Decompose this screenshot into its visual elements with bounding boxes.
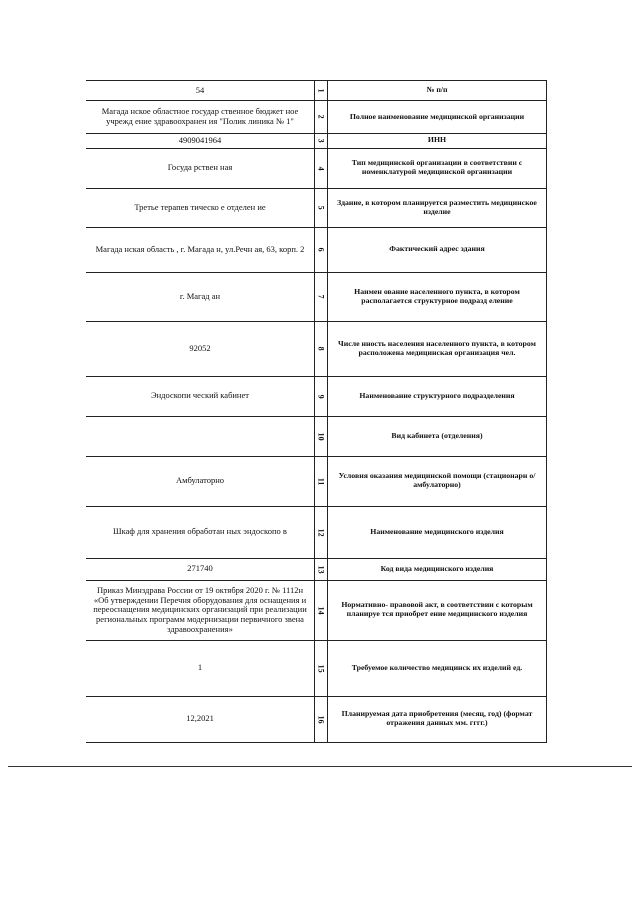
- field-value: Магада нская область , г. Магада н, ул.Речн ая, 63, корп. 2: [86, 227, 315, 272]
- row-number: 8: [315, 321, 328, 376]
- table-row: [86, 188, 547, 227]
- table-row: [86, 558, 547, 580]
- table-row: [86, 456, 547, 506]
- table-row: [86, 272, 547, 321]
- table-row: [86, 506, 547, 558]
- table-row: [86, 376, 547, 416]
- table-row: [86, 81, 547, 101]
- field-value: Амбулаторно: [86, 456, 315, 506]
- row-number: 16: [315, 696, 328, 742]
- field-label: Вид кабинета (отделения): [328, 416, 547, 456]
- field-label: Код вида медицинского изделия: [328, 558, 547, 580]
- field-label: Фактический адрес здания: [328, 227, 547, 272]
- field-value: 92052: [86, 321, 315, 376]
- field-label: Требуемое количество медицинск их изделий ед.: [328, 640, 547, 696]
- table-row: [86, 148, 547, 188]
- field-label: № п/п: [328, 81, 547, 101]
- table-row: [86, 416, 547, 456]
- row-number: 15: [315, 640, 328, 696]
- row-number: 5: [315, 188, 328, 227]
- row-number: 2: [315, 101, 328, 134]
- field-label: Наименование медицинского изделия: [328, 506, 547, 558]
- medical-equipment-form-table: [86, 80, 547, 743]
- table-row: [86, 580, 547, 640]
- field-value: 12,2021: [86, 696, 315, 742]
- row-number: 7: [315, 272, 328, 321]
- row-number: 11: [315, 456, 328, 506]
- table-row: [86, 227, 547, 272]
- field-value: 271740: [86, 558, 315, 580]
- field-value: Магада нское областное государ ственное бюджет ное учрежд ение здравоохранен ия "Полик линика № 1": [86, 101, 315, 134]
- row-number: 12: [315, 506, 328, 558]
- row-number: 10: [315, 416, 328, 456]
- field-value: Третье терапев тическо е отделен ие: [86, 188, 315, 227]
- row-number: 4: [315, 148, 328, 188]
- table-row: [86, 640, 547, 696]
- field-label: Тип медицинской организации в соответствии с номенклатурой медицинской организации: [328, 148, 547, 188]
- row-number: 6: [315, 227, 328, 272]
- field-value: 54: [86, 81, 315, 101]
- field-label: Здание, в котором планируется разместить медицинское изделие: [328, 188, 547, 227]
- field-label: Наименование структурного подразделения: [328, 376, 547, 416]
- field-value: Шкаф для хранения обработан ных эндоскопо в: [86, 506, 315, 558]
- field-label: Наимен ование населенного пункта, в котором располагается структурное подразд еление: [328, 272, 547, 321]
- field-label: Нормативно- правовой акт, в соответствии с которым планируе тся приобрет ение медицинского изделия: [328, 580, 547, 640]
- row-number: 13: [315, 558, 328, 580]
- field-value: Госуда рствен ная: [86, 148, 315, 188]
- field-value: Приказ Минздрава России от 19 октября 2020 г. № 1112н «Об утверждении Перечня оборудования для оснащения и переоснащения медицинских организаций при реализации региональных программ модернизации первичного звена здравоохранения»: [86, 580, 315, 640]
- row-number: 9: [315, 376, 328, 416]
- table-row: [86, 321, 547, 376]
- table-row: [86, 696, 547, 742]
- field-label: Планируемая дата приобретения (месяц, год) (формат отражения данных мм. гггг.): [328, 696, 547, 742]
- row-number: 1: [315, 81, 328, 101]
- field-value: 4909041964: [86, 134, 315, 149]
- page-divider-line: [8, 766, 632, 767]
- table-row: [86, 101, 547, 134]
- table-row: [86, 134, 547, 149]
- row-number: 3: [315, 134, 328, 149]
- field-label: Числе нность населения населенного пункта, в котором расположена медицинская организация чел.: [328, 321, 547, 376]
- field-label: ИНН: [328, 134, 547, 149]
- field-label: Условия оказания медицинской помощи (стационарн о/амбулаторно): [328, 456, 547, 506]
- row-number: 14: [315, 580, 328, 640]
- field-label: Полное наименование медицинской организации: [328, 101, 547, 134]
- field-value: 1: [86, 640, 315, 696]
- field-value: г. Магад ан: [86, 272, 315, 321]
- field-value: [86, 416, 315, 456]
- field-value: Эндоскопи ческий кабинет: [86, 376, 315, 416]
